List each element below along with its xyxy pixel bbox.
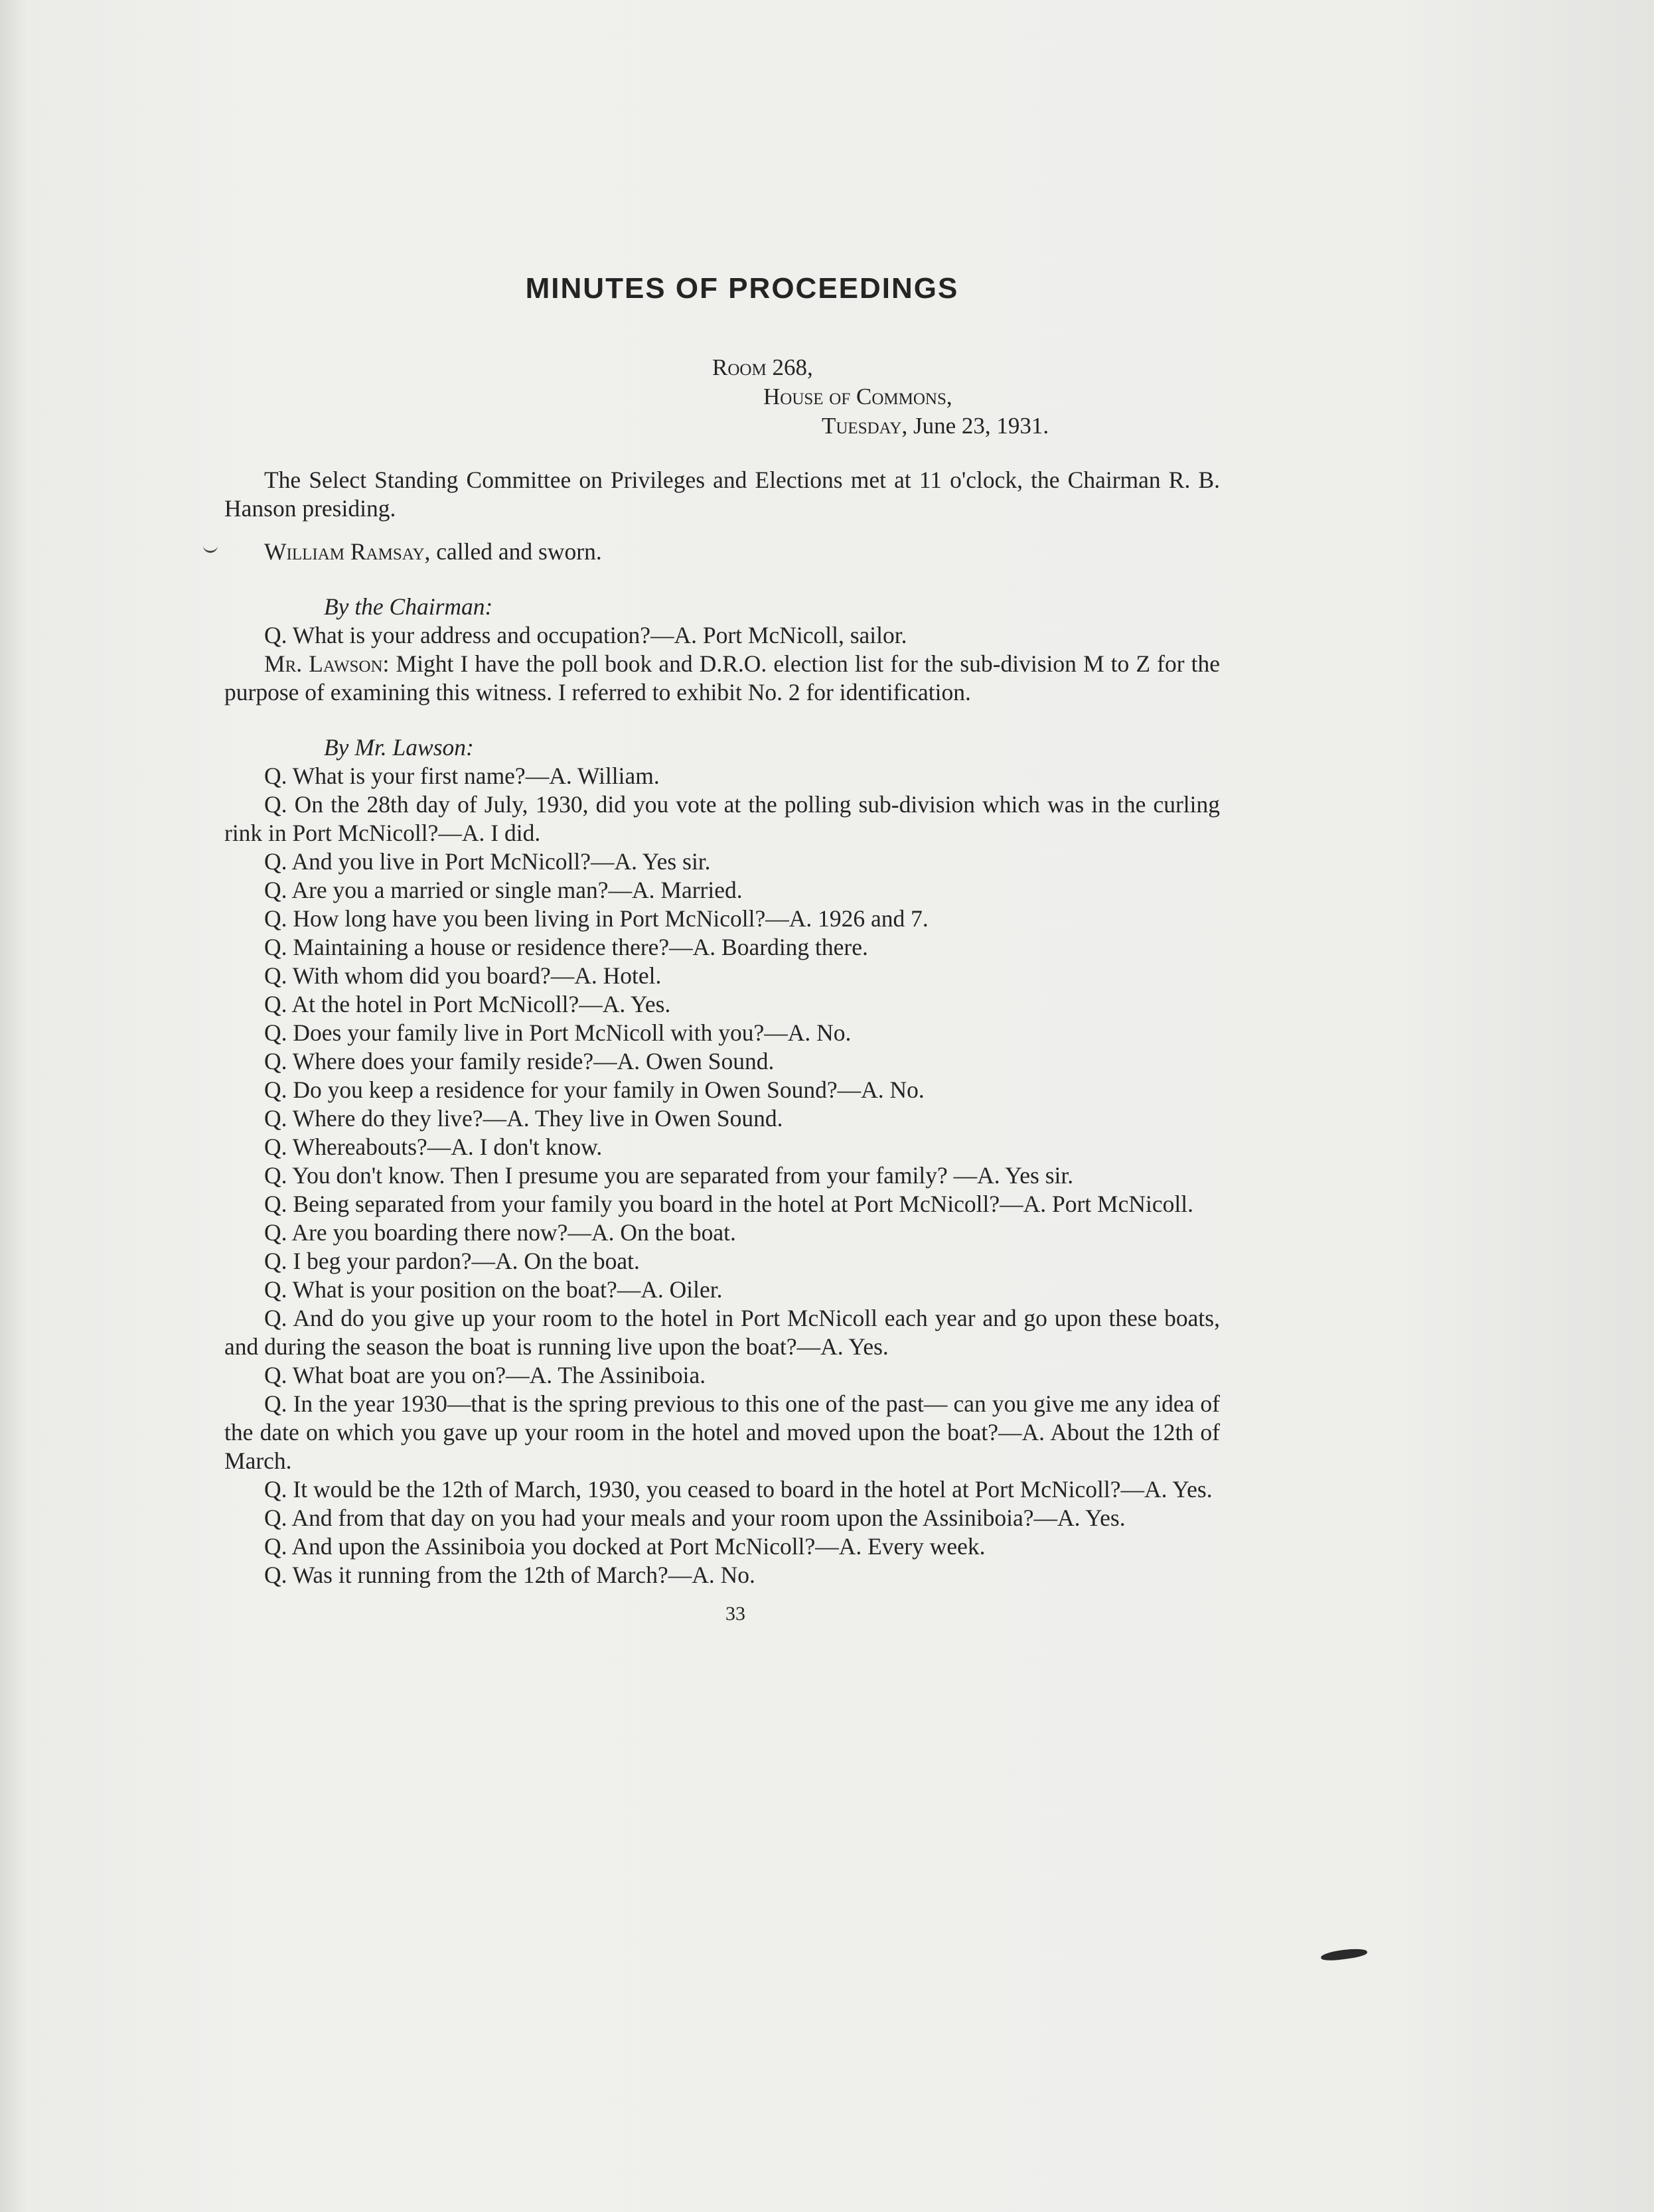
lawson-speaker: Mr. Lawson: [264,650,390,677]
qa-line: Q. Maintaining a house or residence there?—A. Boarding there. [264,934,868,960]
qa-line: Q. In the year 1930—that is the spring previous to this one of the past— can you give me any idea of the date on which you gave up your room in the hotel and moved upon the boat?—A. About the 12th of March. [224,1390,1220,1474]
address-room [224,353,1220,382]
qa-line: Q. Where does your family reside?—A. Owen Sound. [264,1048,775,1074]
qa-line: Q. Whereabouts?—A. I don't know. [264,1134,603,1160]
qa-line: Q. Do you keep a residence for your family in Owen Sound?—A. No. [264,1076,925,1103]
document-body [224,265,1220,1625]
address-house: House of Commons, [763,384,952,409]
qa-line: Q. On the 28th day of July, 1930, did you vote at the polling sub-division which was in the curling rink in Port McNicoll?—A. I did. [224,791,1220,846]
witness-line [224,538,1220,566]
room-number: 268, [772,354,813,380]
qa-line: Q. Was it running from the 12th of March?—A. No. [264,1562,755,1588]
byline-chairman: By the Chairman: [324,593,493,620]
qa-line: Q. Are you boarding there now?—A. On the boat. [264,1219,736,1246]
qa-line: Q. And from that day on you had your meals and your room upon the Assiniboia?—A. Yes. [264,1505,1126,1531]
qa-line: Q. Being separated from your family you board in the hotel at Port McNicoll?—A. Port McNicoll. [264,1191,1193,1217]
qa-line: Q. And do you give up your room to the hotel in Port McNicoll each year and go upon these boats, and during the season the boat is running live upon the boat?—A. Yes. [224,1305,1220,1360]
qa-line: Q. With whom did you board?—A. Hotel. [264,962,662,989]
qa-line: Q. You don't know. Then I presume you are separated from your family? —A. Yes sir. [264,1162,1074,1189]
page-title: MINUTES OF PROCEEDINGS [525,272,959,305]
qa-line: Q. What is your first name?—A. William. [264,763,660,789]
qa-line: Q. At the hotel in Port McNicoll?—A. Yes. [264,991,671,1017]
qa-line: Q. Where do they live?—A. They live in Owen Sound. [264,1105,783,1132]
lawson-text: Might I have the poll book and D.R.O. election list for the sub-division M to Z for the purpose of examining this witness. I referred to exhibit No. 2 for identification. [224,650,1221,705]
qa-line: Q. I beg your pardon?—A. On the boat. [264,1248,640,1274]
qa-line: Q. What is your address and occupation?—A. Port McNicoll, sailor. [264,622,907,648]
qa-line: Q. What boat are you on?—A. The Assiniboia. [264,1362,706,1388]
ink-smudge [1320,1947,1367,1962]
address-date [224,411,1220,441]
margin-mark [203,546,218,553]
page-number: 33 [725,1603,745,1625]
opening-paragraph: The Select Standing Committee on Privileges and Elections met at 11 o'clock, the Chairman R. B. Hanson presiding. [224,467,1220,522]
room-label: Room [712,354,767,380]
date-text: June 23, 1931. [913,413,1049,439]
qa-line: Q. It would be the 12th of March, 1930, you ceased to board in the hotel at Port McNicoll?—A. Yes. [264,1476,1213,1503]
witness-rest: called and sworn. [436,538,602,565]
qa-line: Q. Are you a married or single man?—A. Married. [264,877,743,903]
qa-line: Q. How long have you been living in Port McNicoll?—A. 1926 and 7. [264,905,929,932]
section2-lines [224,762,1220,1589]
lawson-statement [224,650,1220,707]
byline-lawson: By Mr. Lawson: [324,734,474,761]
qa-line: Q. And you live in Port McNicoll?—A. Yes sir. [264,848,711,875]
section1-lines [224,621,1220,650]
witness-name: William Ramsay, [264,538,431,565]
qa-line: Q. Does your family live in Port McNicoll with you?—A. No. [264,1019,852,1046]
address-block [224,353,1220,441]
qa-line: Q. What is your position on the boat?—A. Oiler. [264,1276,723,1303]
day-label: Tuesday, [822,413,908,439]
qa-line: Q. And upon the Assiniboia you docked at Port McNicoll?—A. Every week. [264,1533,986,1560]
